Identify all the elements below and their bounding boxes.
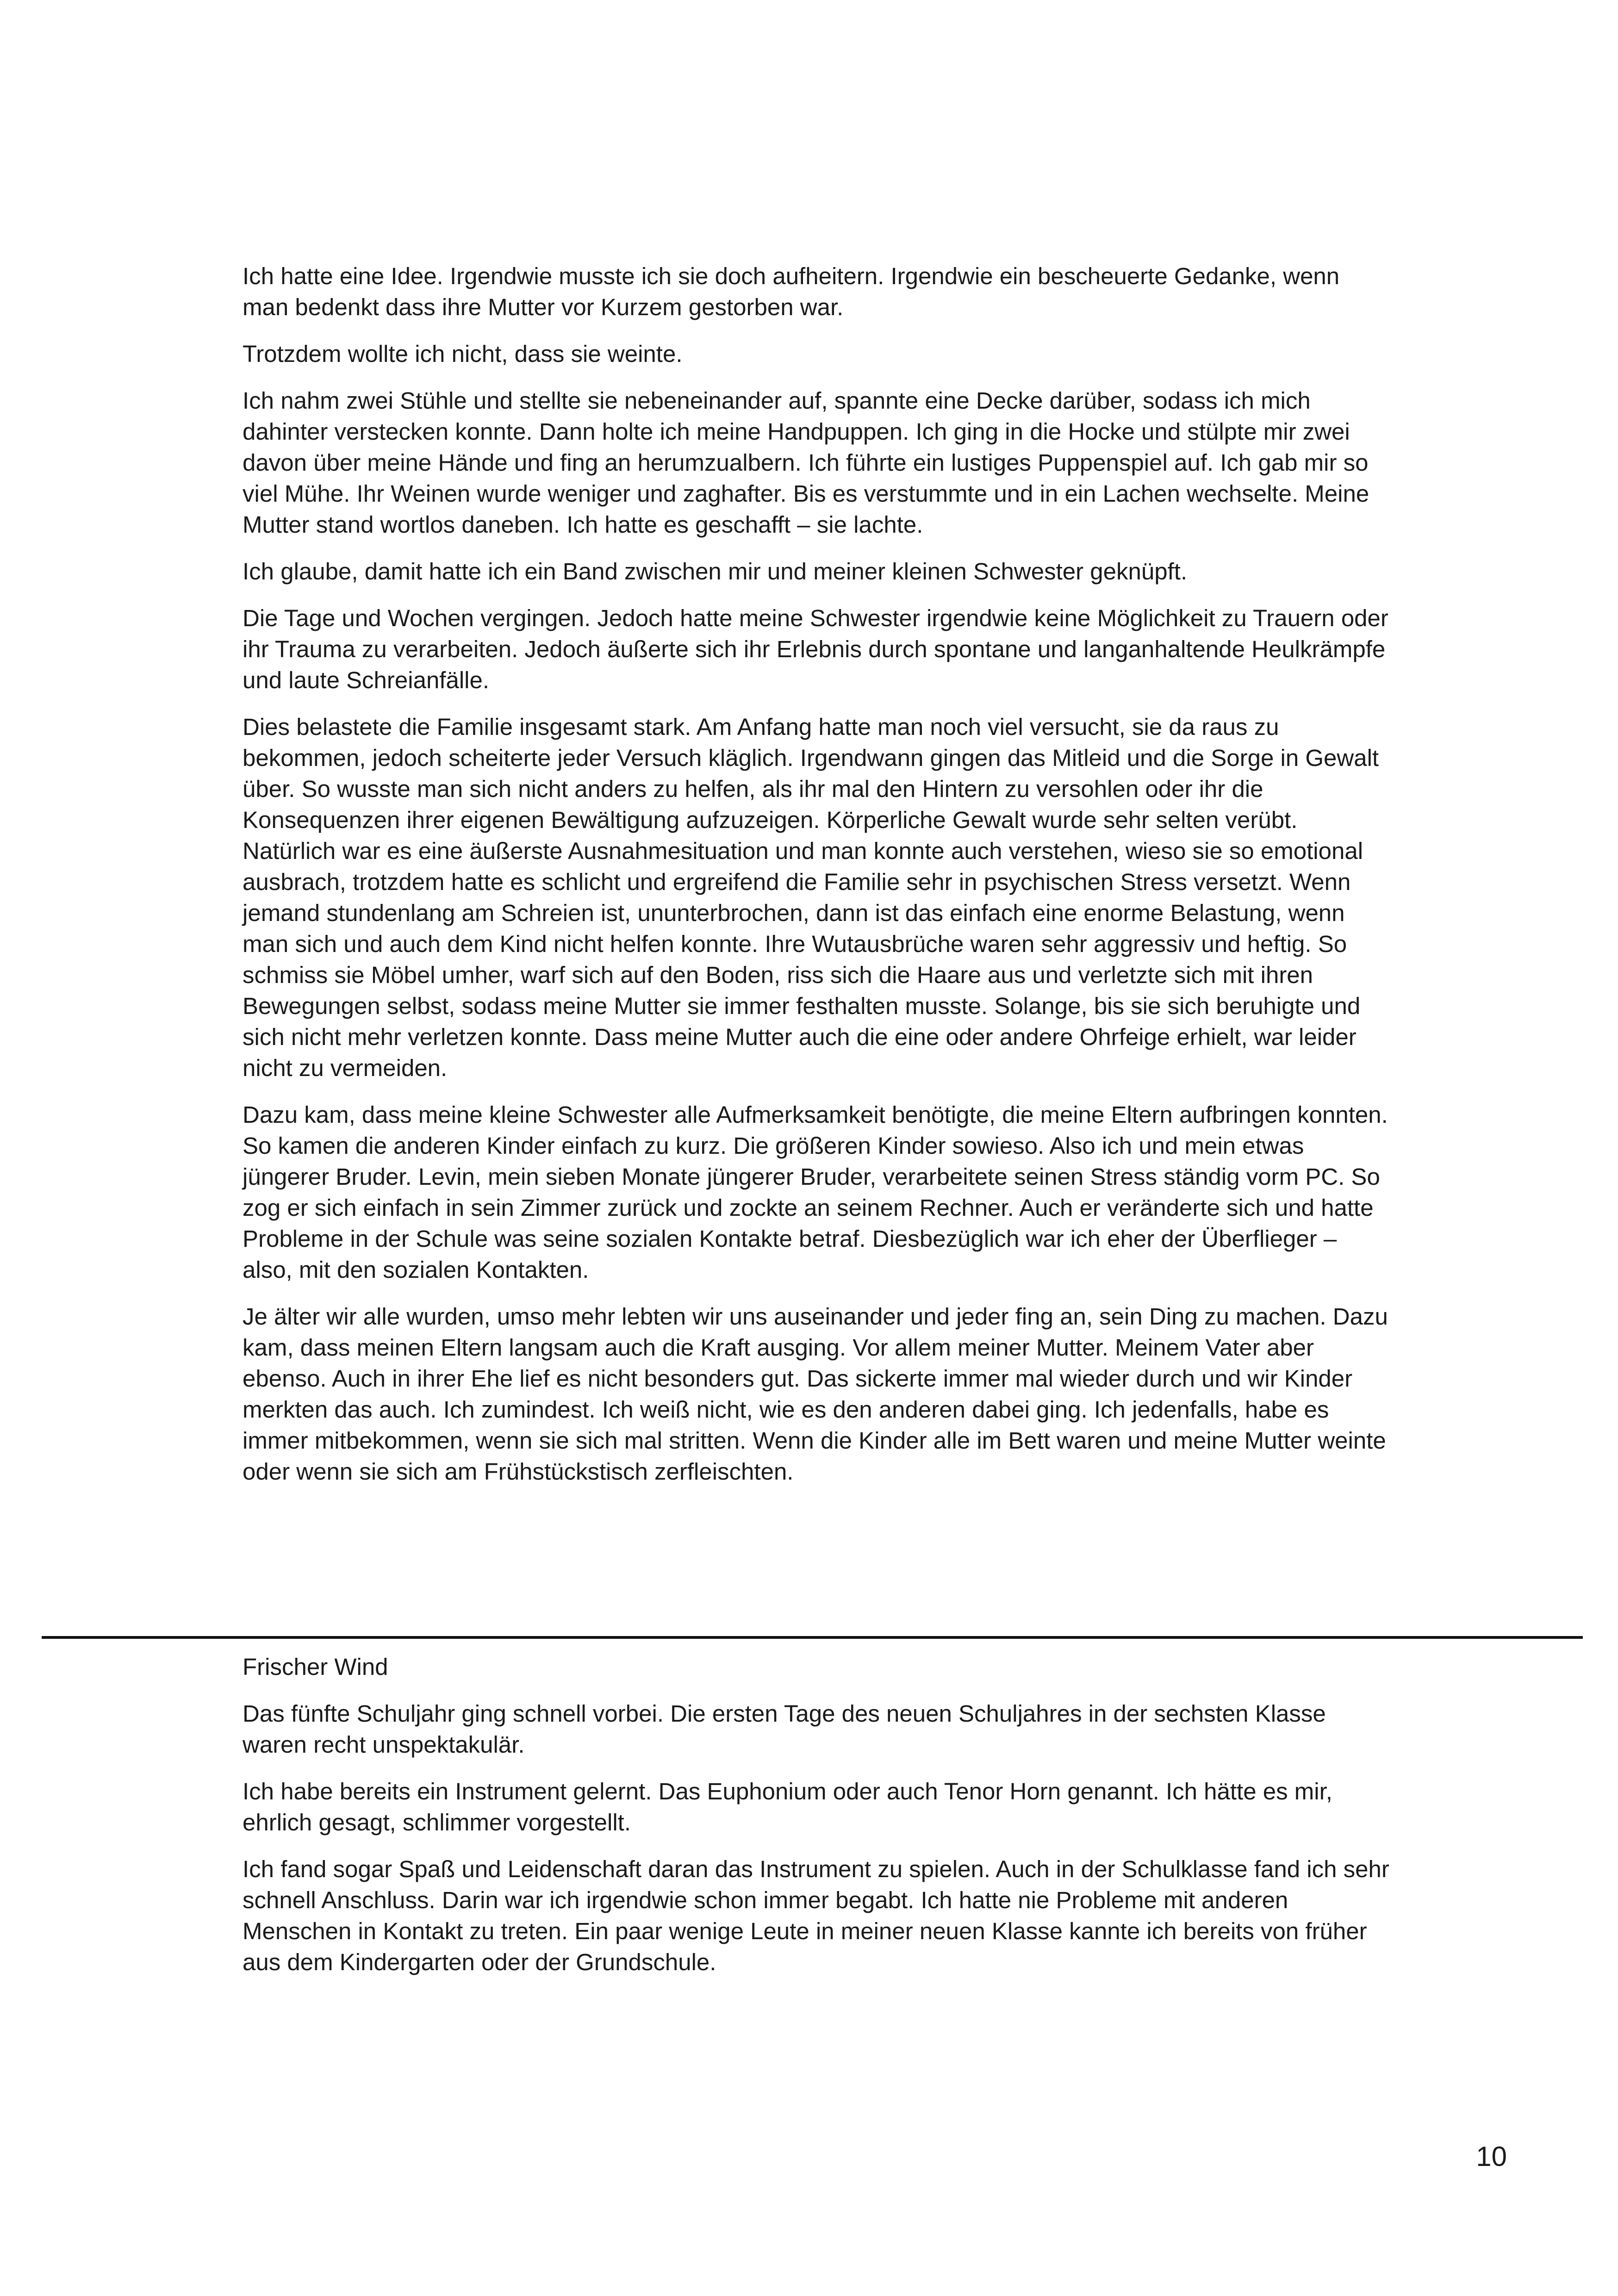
paragraph: Dazu kam, dass meine kleine Schwester alle Aufmerksamkeit benötigte, die meine Eltern aufbringen konnten. So kamen die anderen Kinder einfach zu kurz. Die größeren Kinder sowieso. Also ich und mein etwas jüngerer Bruder. Levin, mein sieben Monate jüngerer Bruder, verarbeitete seinen Stress ständig vorm PC. So zog er sich einfach in sein Zimmer zurück und zockte an seinem Rechner. Auch er veränderte sich und hatte Probleme in der Schule was seine sozialen Kontakte betraf. Diesbezüglich war ich eher der Überflieger – also, mit den sozialen Kontakten. xyxy=(243,1101,1388,1283)
text-block-lower xyxy=(243,1651,1390,1993)
paragraph: Je älter wir alle wurden, umso mehr lebten wir uns auseinander und jeder fing an, sein Ding zu machen. Dazu kam, dass meinen Eltern langsam auch die Kraft ausging. Vor allem meiner Mutter. Meinem Vater aber ebenso. Auch in ihrer Ehe lief es nicht besonders gut. Das sickerte immer mal wieder durch und wir Kinder merkten das auch. Ich zumindest. Ich weiß nicht, wie es den anderen dabei ging. Ich jedenfalls, habe es immer mitbekommen, wenn sie sich mal stritten. Wenn die Kinder alle im Bett waren und meine Mutter weinte oder wenn sie sich am Frühstückstisch zerfleischten. xyxy=(243,1303,1388,1485)
paragraph: Trotzdem wollte ich nicht, dass sie weinte. xyxy=(243,341,683,367)
paragraph: Das fünfte Schuljahr ging schnell vorbei. Die ersten Tage des neuen Schuljahres in der sechsten Klasse waren recht unspektakulär. xyxy=(243,1700,1326,1758)
paragraph: Ich nahm zwei Stühle und stellte sie nebeneinander auf, spannte eine Decke darüber, sodass ich mich dahinter verstecken konnte. Dann holte ich meine Handpuppen. Ich ging in die Hocke und stülpte mir zwei davon über meine Hände und fing an herumzualbern. Ich führte ein lustiges Puppenspiel auf. Ich gab mir so viel Mühe. Ihr Weinen wurde weniger und zaghafter. Bis es verstummte und in ein Lachen wechselte. Meine Mutter stand wortlos daneben. Ich hatte es geschafft – sie lachte. xyxy=(243,387,1369,538)
paragraph: Ich habe bereits ein Instrument gelernt. Das Euphonium oder auch Tenor Horn genannt. Ich hätte es mir, ehrlich gesagt, schlimmer vorgestellt. xyxy=(243,1778,1332,1836)
section-divider xyxy=(42,1636,1583,1639)
paragraph: Ich fand sogar Spaß und Leidenschaft daran das Instrument zu spielen. Auch in der Schulklasse fand ich sehr schnell Anschluss. Darin war ich irgendwie schon immer begabt. Ich hatte nie Probleme mit anderen Menschen in Kontakt zu treten. Ein paar wenige Leute in meiner neuen Klasse kannte ich bereits von früher aus dem Kindergarten oder der Grundschule. xyxy=(243,1856,1389,1975)
paragraph: Ich hatte eine Idee. Irgendwie musste ich sie doch aufheitern. Irgendwie ein bescheuerte Gedanke, wenn man bedenkt dass ihre Mutter vor Kurzem gestorben war. xyxy=(243,263,1340,320)
section-heading: Frischer Wind xyxy=(243,1654,388,1680)
paragraph: Ich glaube, damit hatte ich ein Band zwischen mir und meiner kleinen Schwester geknüpft. xyxy=(243,558,1188,585)
page-number: 10 xyxy=(1476,2141,1507,2172)
paragraph: Dies belastete die Familie insgesamt stark. Am Anfang hatte man noch viel versucht, sie da raus zu bekommen, jedoch scheiterte jeder Versuch kläglich. Irgendwann gingen das Mitleid und die Sorge in Gewalt über. So wusste man sich nicht anders zu helfen, als ihr mal den Hintern zu versohlen oder ihr die Konsequenzen ihrer eigenen Bewältigung aufzuzeigen. Körperliche Gewalt wurde sehr selten verübt. Natürlich war es eine äußerste Ausnahmesituation und man konnte auch verstehen, wieso sie so emotional ausbrach, trotzdem hatte es schlicht und ergreifend die Familie sehr in psychischen Stress versetzt. Wenn jemand stundenlang am Schreien ist, ununterbrochen, dann ist das einfach eine enorme Belastung, wenn man sich und auch dem Kind nicht helfen konnte. Ihre Wutausbrüche waren sehr aggressiv und heftig. So schmiss sie Möbel umher, warf sich auf den Boden, riss sich die Haare aus und verletzte sich mit ihren Bewegungen selbst, sodass meine Mutter sie immer festhalten musste. Solange, bis sie sich beruhigte und sich nicht mehr verletzen konnte. Dass meine Mutter auch die eine oder andere Ohrfeige erhielt, war leider nicht zu vermeiden. xyxy=(243,714,1379,1081)
paragraph: Die Tage und Wochen vergingen. Jedoch hatte meine Schwester irgendwie keine Möglichkeit zu Trauern oder ihr Trauma zu verarbeiten. Jedoch äußerte sich ihr Erlebnis durch spontane und langanhaltende Heulkrämpfe und laute Schreianfälle. xyxy=(243,605,1388,693)
text-block-upper xyxy=(243,261,1390,1503)
